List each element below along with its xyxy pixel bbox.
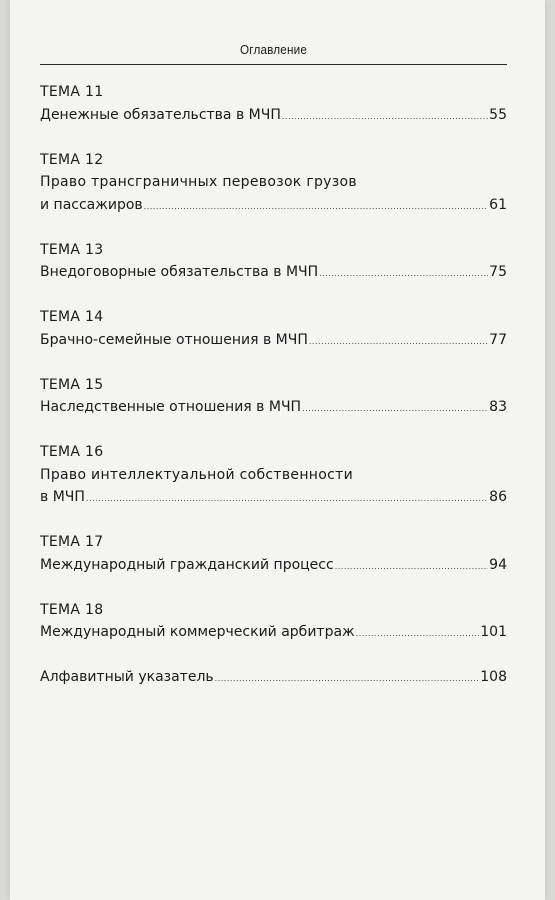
- dot-leader: [335, 556, 488, 579]
- page-number: 94: [489, 556, 507, 573]
- topic-number: ТЕМА 11: [40, 84, 104, 100]
- topic-title: Международный коммерческий арбитраж: [40, 624, 355, 640]
- toc-entry-topic-11: [40, 81, 507, 128]
- page-number: 55: [489, 106, 507, 123]
- toc-entry-topic-16: [40, 441, 507, 511]
- dot-leader: [215, 668, 480, 691]
- topic-number: ТЕМА 13: [40, 241, 104, 258]
- topic-title: Наследственные отношения в МЧП: [40, 399, 302, 415]
- toc-entry-topic-12: [40, 149, 507, 219]
- toc-entry-topic-14: [40, 306, 507, 353]
- topic-number: ТЕМА 15: [40, 376, 104, 393]
- toc-entry-index: [40, 666, 507, 691]
- dot-leader: [309, 331, 488, 354]
- page-number: 61: [489, 196, 507, 213]
- toc-line[interactable]: [40, 329, 507, 354]
- topic-title-line-2: в МЧП: [40, 489, 85, 505]
- topic-title: Международный гражданский процесс: [40, 556, 334, 573]
- toc-line[interactable]: [40, 104, 507, 129]
- dot-leader: [302, 398, 488, 421]
- toc-line[interactable]: [40, 486, 507, 511]
- dot-leader: [86, 488, 488, 511]
- toc-entry-topic-15: [40, 374, 507, 421]
- page-number: 108: [480, 669, 507, 685]
- book-page: [10, 0, 545, 900]
- dot-leader: [319, 263, 488, 286]
- topic-number: ТЕМА 16: [40, 444, 104, 460]
- index-title: Алфавитный указатель: [40, 669, 214, 685]
- toc-line[interactable]: [40, 666, 507, 691]
- dot-leader: [144, 196, 489, 219]
- toc-line[interactable]: [40, 194, 507, 219]
- topic-number: ТЕМА 14: [40, 309, 104, 325]
- page-number: 77: [489, 331, 507, 348]
- topic-title: Брачно-семейные отношения в МЧП: [40, 331, 308, 348]
- toc-entry-topic-17: [40, 531, 507, 578]
- toc-line[interactable]: [40, 554, 507, 579]
- topic-title-line-2: и пассажиров: [40, 196, 143, 213]
- page-number: 83: [489, 399, 507, 415]
- toc-line[interactable]: [40, 261, 507, 286]
- topic-title-line-1: Право трансграничных перевозок грузов: [40, 174, 357, 190]
- page-number: 101: [480, 624, 507, 640]
- dot-leader: [356, 623, 480, 646]
- topic-number: ТЕМА 18: [40, 601, 104, 618]
- topic-number: ТЕМА 17: [40, 534, 104, 550]
- toc-line[interactable]: [40, 396, 507, 421]
- toc-line[interactable]: [40, 621, 507, 646]
- page-number: 75: [489, 264, 507, 280]
- dot-leader: [282, 106, 488, 129]
- topic-title: Внедоговорные обязательства в МЧП: [40, 264, 319, 280]
- topic-number: ТЕМА 12: [40, 151, 104, 168]
- topic-title: Денежные обязательства в МЧП: [40, 106, 281, 123]
- toc-entry-topic-13: [40, 239, 507, 286]
- page-number: 86: [489, 489, 507, 505]
- header-rule: [40, 64, 507, 65]
- toc-entry-topic-18: [40, 599, 507, 646]
- table-of-contents: [40, 81, 507, 711]
- running-header: Оглавление: [239, 42, 308, 57]
- topic-title-line-1: Право интеллектуальной собственности: [40, 466, 353, 483]
